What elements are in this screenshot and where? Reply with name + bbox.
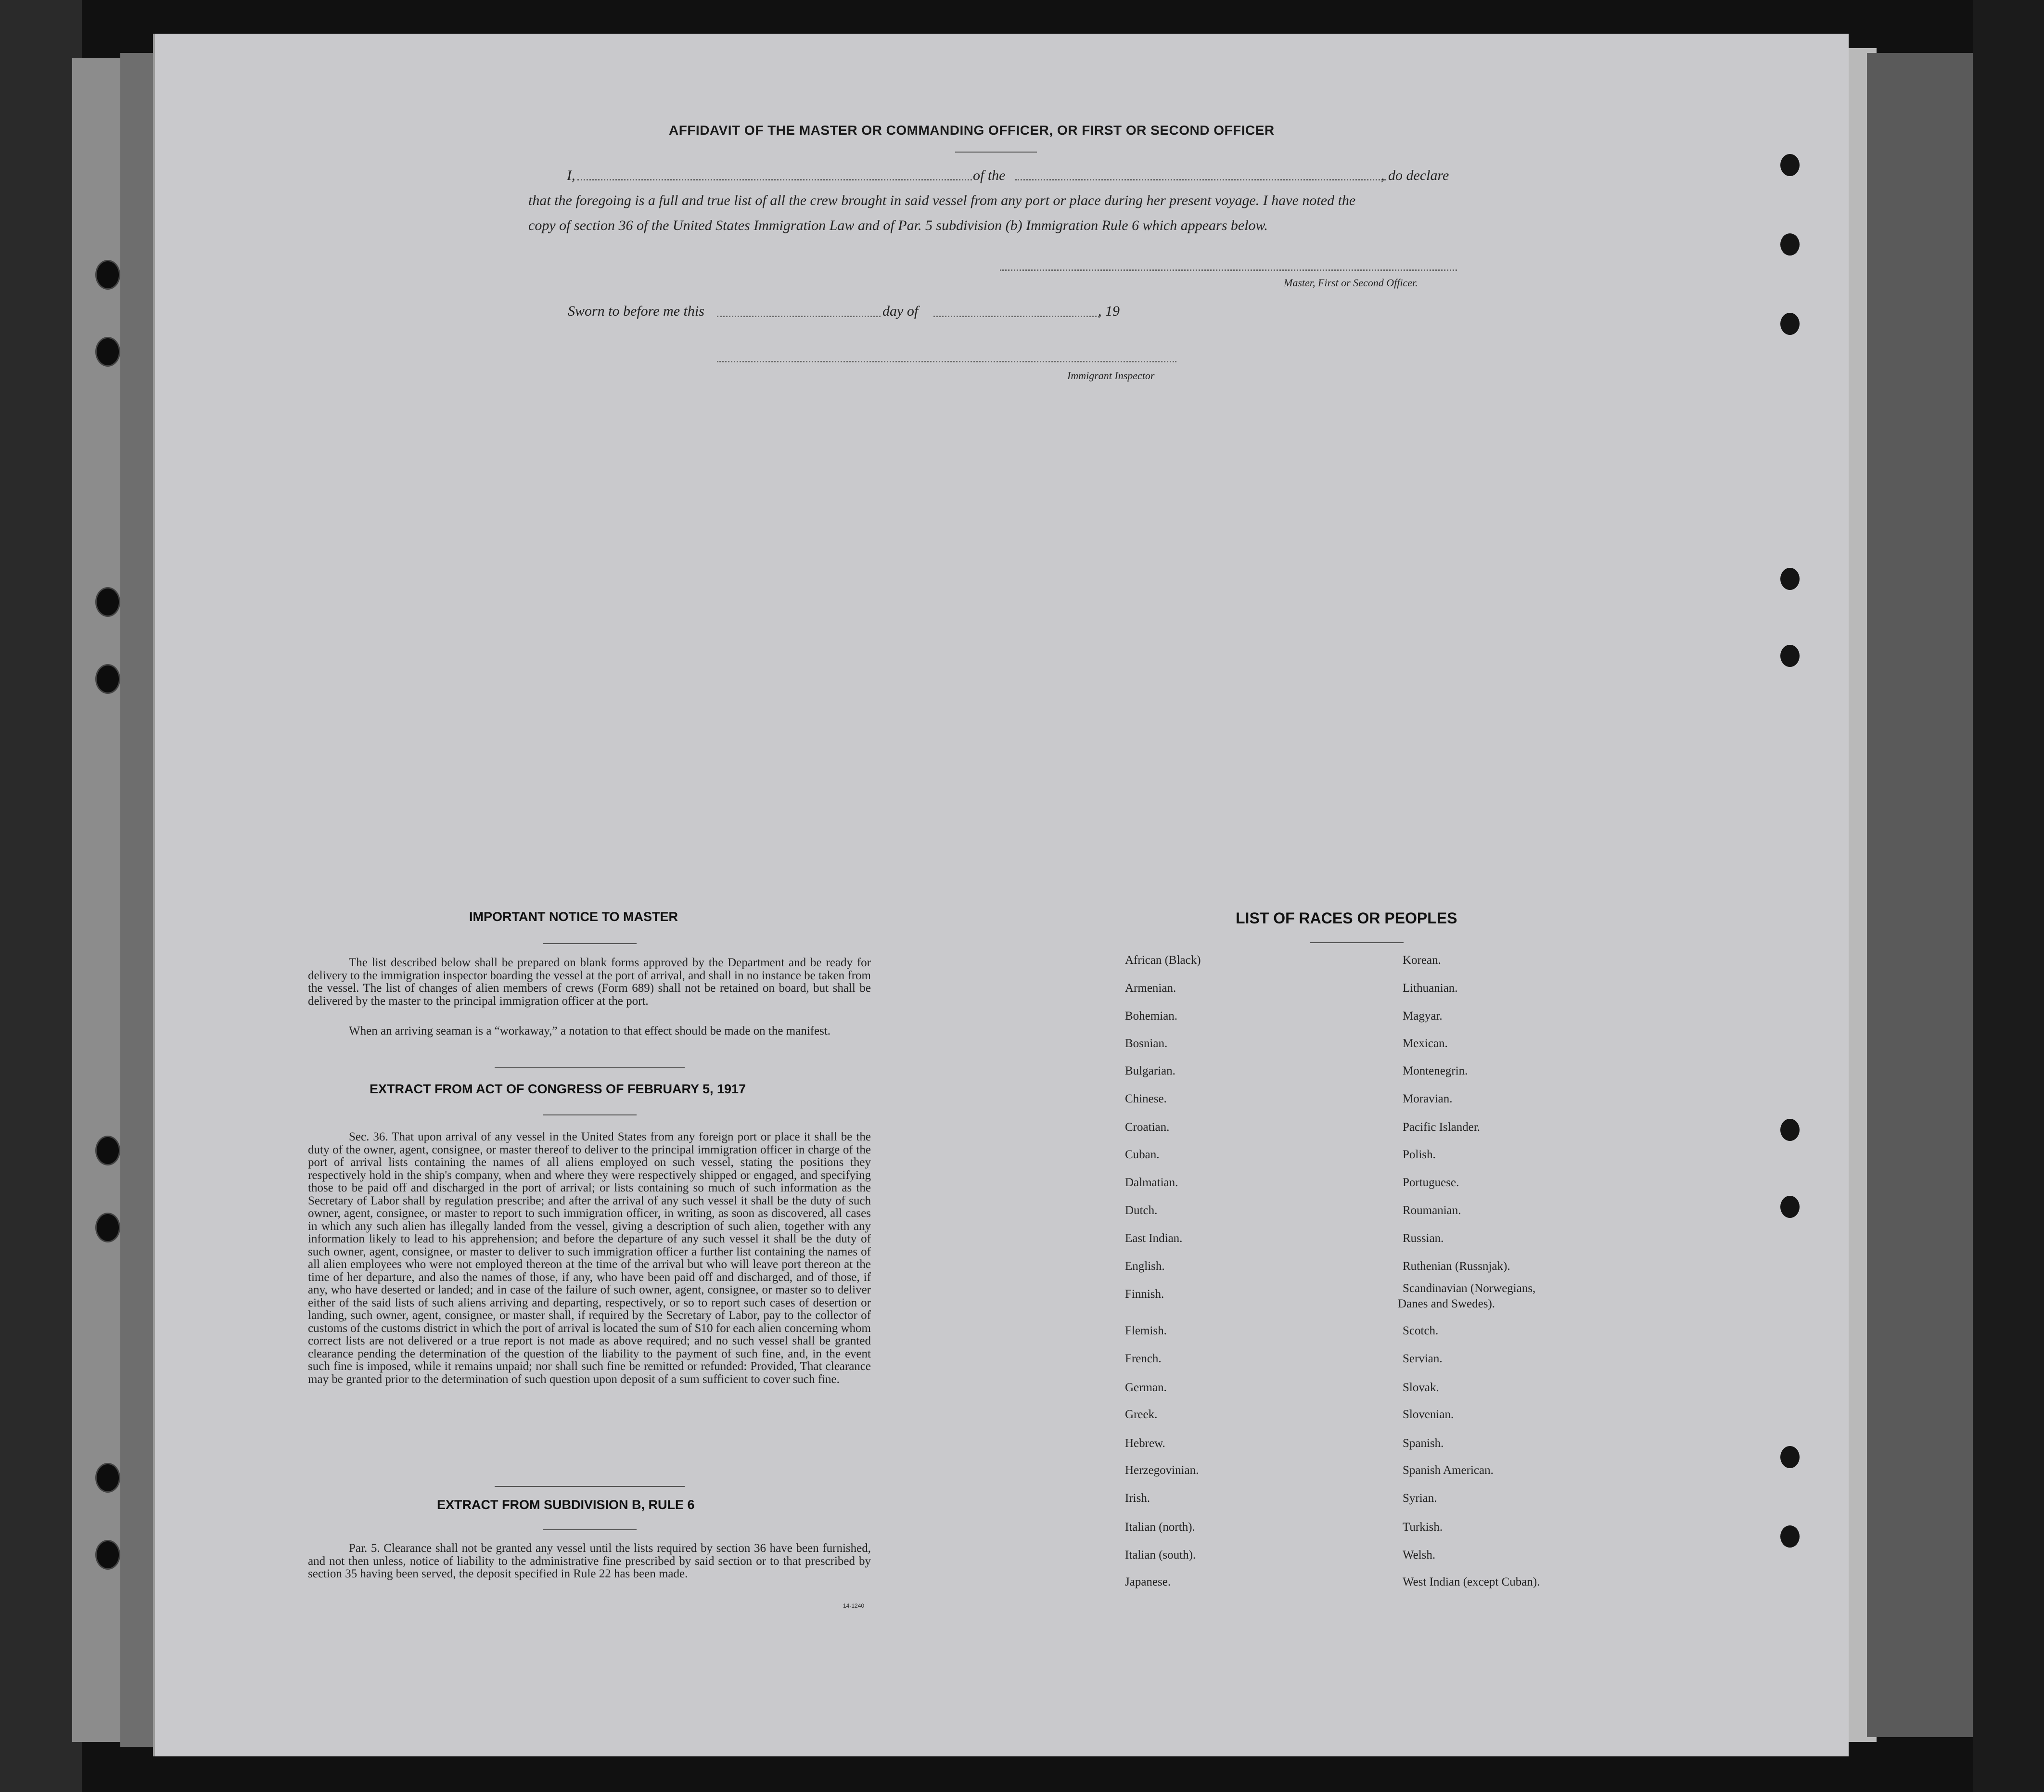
master-signature-label: Master, First or Second Officer.	[1284, 277, 1418, 289]
race-item: Portuguese.	[1403, 1176, 1459, 1189]
extract-act-title: EXTRACT FROM ACT OF CONGRESS OF FEBRUARY 5, 1917	[370, 1082, 746, 1096]
punch-hole	[1780, 1446, 1800, 1468]
race-item: Japanese.	[1125, 1575, 1171, 1588]
affidavit-line-2: that the foregoing is a full and true list of all the crew brought in said vessel from any port or place during her present voyage. I have noted the	[528, 192, 1356, 208]
sworn-label: Sworn to before me this	[568, 303, 704, 319]
divider	[543, 1529, 637, 1530]
divider	[543, 1114, 637, 1115]
race-item: African (Black)	[1125, 954, 1201, 967]
affidavit-declare-label: , do declare	[1381, 167, 1449, 183]
day-of-label: day of	[882, 303, 919, 319]
document-page	[153, 34, 1849, 1756]
extract-rule-title: EXTRACT FROM SUBDIVISION B, RULE 6	[437, 1498, 695, 1512]
extract-act-text: Sec. 36. That upon arrival of any vessel in the United States from any foreign port or place it shall be the duty of the owner, agent, consignee, or master thereof to deliver to the principal immigration officer in charge of the port of arrival lists containing the names of all aliens employed on such vessel, stating the positions they respectively hold in the ship's company, when and where they were respectively shipped or engaged, and specifying those to be paid off and discharged in the port of arrival; or lists containing so much of such information as the Secretary of Labor shall by regulation prescribe; and after the arrival of any such vessel it shall be the duty of such owner, agent, consignee, or master to report to such immigration officer, in writing, as soon as discovered, all cases in which any such alien has illegally landed from the vessel, giving a description of such alien, together with any information likely to lead to his apprehension; and before the departure of any such vessel it shall be the duty of such owner, agent, consignee, or master to deliver to such immigration officer a further list containing the names of all alien employees who were not employed thereon at the time of the arrival but who will leave port thereon at the time of her departure, and also the names of those, if any, who have been paid off and discharged, and of those, if any, who have deserted or landed; and in case of the failure of such owner, agent, consignee, or master so to deliver either of the said lists of such aliens arriving and departing, respectively, or so to report such cases of desertion or landing, such owner, agent, consignee, or master shall, if required by the Secretary of Labor, pay to the collector of customs of the customs district in which the port of arrival is located the sum of $10 for each alien concerning whom correct lists are not delivered or a true report is not made as above required; and no such vessel shall be granted clearance pending the determination of the question of the liability to the payment of such fine, and, in the event such fine is imposed, while it remains unpaid; nor shall such fine be remitted or refunded: Provided, That clearance may be granted prior to the determination of such question upon deposit of a sum sufficient to cover such fine.	[308, 1130, 871, 1386]
binder-left-dark	[0, 0, 82, 1792]
race-item: Magyar.	[1403, 1010, 1443, 1023]
affidavit-title: AFFIDAVIT OF THE MASTER OR COMMANDING OFFICER, OR FIRST OR SECOND OFFICER	[669, 123, 1275, 138]
day-blank	[717, 316, 881, 317]
race-item: Irish.	[1125, 1492, 1150, 1505]
binder-hole	[95, 664, 120, 694]
punch-hole	[1780, 568, 1800, 590]
race-item: Korean.	[1403, 954, 1441, 967]
race-item: Polish.	[1403, 1148, 1436, 1161]
divider	[1310, 942, 1404, 943]
binder-hole	[95, 337, 120, 367]
race-item: Chinese.	[1125, 1092, 1167, 1105]
race-item: Cuban.	[1125, 1148, 1160, 1161]
name-blank	[577, 179, 972, 180]
race-item: Dalmatian.	[1125, 1176, 1178, 1189]
notice-paragraph-2: When an arriving seaman is a “workaway,” a notation to that effect should be made on the manifest.	[349, 1024, 831, 1037]
punch-hole	[1780, 233, 1800, 256]
race-item: Spanish.	[1403, 1437, 1444, 1450]
punch-hole	[1780, 1525, 1800, 1548]
binder-hole	[95, 1540, 120, 1570]
binder-hole	[95, 1213, 120, 1242]
race-item: Flemish.	[1125, 1324, 1167, 1337]
race-item: West Indian (except Cuban).	[1403, 1575, 1540, 1588]
race-item: Bohemian.	[1125, 1010, 1178, 1023]
binder-hole	[95, 587, 120, 617]
punch-hole	[1780, 313, 1800, 335]
affidavit-i-label: I,	[567, 167, 575, 183]
race-item: Dutch.	[1125, 1204, 1158, 1217]
binder-hole	[95, 260, 120, 290]
inspector-signature-line	[717, 361, 1176, 362]
race-item: Slovenian.	[1403, 1408, 1454, 1421]
race-item: Pacific Islander.	[1403, 1121, 1481, 1134]
punch-hole	[1780, 645, 1800, 667]
race-item-continuation: Danes and Swedes).	[1398, 1297, 1495, 1310]
month-blank	[933, 316, 1099, 317]
divider	[495, 1486, 685, 1487]
divider	[495, 1067, 685, 1068]
race-item: Ruthenian (Russnjak).	[1403, 1260, 1510, 1273]
race-item: Bosnian.	[1125, 1037, 1168, 1050]
binder-hole	[95, 1463, 120, 1493]
notice-title: IMPORTANT NOTICE TO MASTER	[469, 909, 678, 924]
race-item: Servian.	[1403, 1352, 1443, 1365]
punch-hole	[1780, 1119, 1800, 1141]
race-item: Lithuanian.	[1403, 982, 1458, 995]
vessel-blank	[1015, 179, 1386, 180]
binder-hole	[95, 1136, 120, 1165]
inspector-label: Immigrant Inspector	[1067, 370, 1155, 382]
race-item: Syrian.	[1403, 1492, 1437, 1505]
punch-hole	[1780, 154, 1800, 176]
year-label: , 19	[1098, 303, 1120, 319]
race-item: Scotch.	[1403, 1324, 1439, 1337]
race-item: Finnish.	[1125, 1288, 1164, 1301]
race-item: Scandinavian (Norwegians,	[1403, 1282, 1536, 1295]
race-item: Hebrew.	[1125, 1437, 1165, 1450]
races-list-title: LIST OF RACES OR PEOPLES	[1236, 909, 1457, 927]
race-item: Italian (south).	[1125, 1549, 1196, 1562]
affidavit-of-the-label: of the	[973, 167, 1006, 183]
race-item: Russian.	[1403, 1232, 1444, 1245]
master-signature-line	[1000, 269, 1457, 271]
race-item: Welsh.	[1403, 1549, 1436, 1562]
race-item: Herzegovinian.	[1125, 1464, 1199, 1477]
race-item: Italian (north).	[1125, 1521, 1195, 1534]
race-item: English.	[1125, 1260, 1165, 1273]
race-item: German.	[1125, 1381, 1167, 1394]
race-item: Turkish.	[1403, 1521, 1443, 1534]
punch-hole	[1780, 1196, 1800, 1218]
affidavit-line-3: copy of section 36 of the United States Immigration Law and of Par. 5 subdivision (b) Immigration Rule 6 which appears below.	[528, 218, 1268, 233]
race-item: Montenegrin.	[1403, 1064, 1468, 1077]
race-item: East Indian.	[1125, 1232, 1183, 1245]
race-item: Croatian.	[1125, 1121, 1170, 1134]
race-item: Bulgarian.	[1125, 1064, 1175, 1077]
notice-paragraph-1: The list described below shall be prepared on blank forms approved by the Department and be ready for delivery to the immigration inspector boarding the vessel at the port of arrival, and shall in no instance be taken from the vessel. The list of changes of alien members of crews (Form 689) shall not be retained on board, but shall be delivered by the master to the principal immigration officer at the port.	[308, 956, 871, 1008]
race-item: Greek.	[1125, 1408, 1158, 1421]
binder-right-dark	[1973, 0, 2044, 1792]
race-item: French.	[1125, 1352, 1162, 1365]
race-item: Spanish American.	[1403, 1464, 1494, 1477]
form-number: 14-1240	[843, 1602, 865, 1609]
race-item: Mexican.	[1403, 1037, 1448, 1050]
binder-right-strip	[1867, 53, 1973, 1737]
race-item: Roumanian.	[1403, 1204, 1461, 1217]
race-item: Slovak.	[1403, 1381, 1439, 1394]
divider	[955, 152, 1037, 153]
divider	[543, 943, 637, 944]
race-item: Moravian.	[1403, 1092, 1453, 1105]
extract-rule-text: Par. 5. Clearance shall not be granted any vessel until the lists required by section 36 have been furnished, and not then unless, notice of liability to the administrative fine prescribed by said section or to that prescribed by section 35 having been served, the deposit specified in Rule 22 has been made.	[308, 1542, 871, 1580]
race-item: Armenian.	[1125, 982, 1176, 995]
